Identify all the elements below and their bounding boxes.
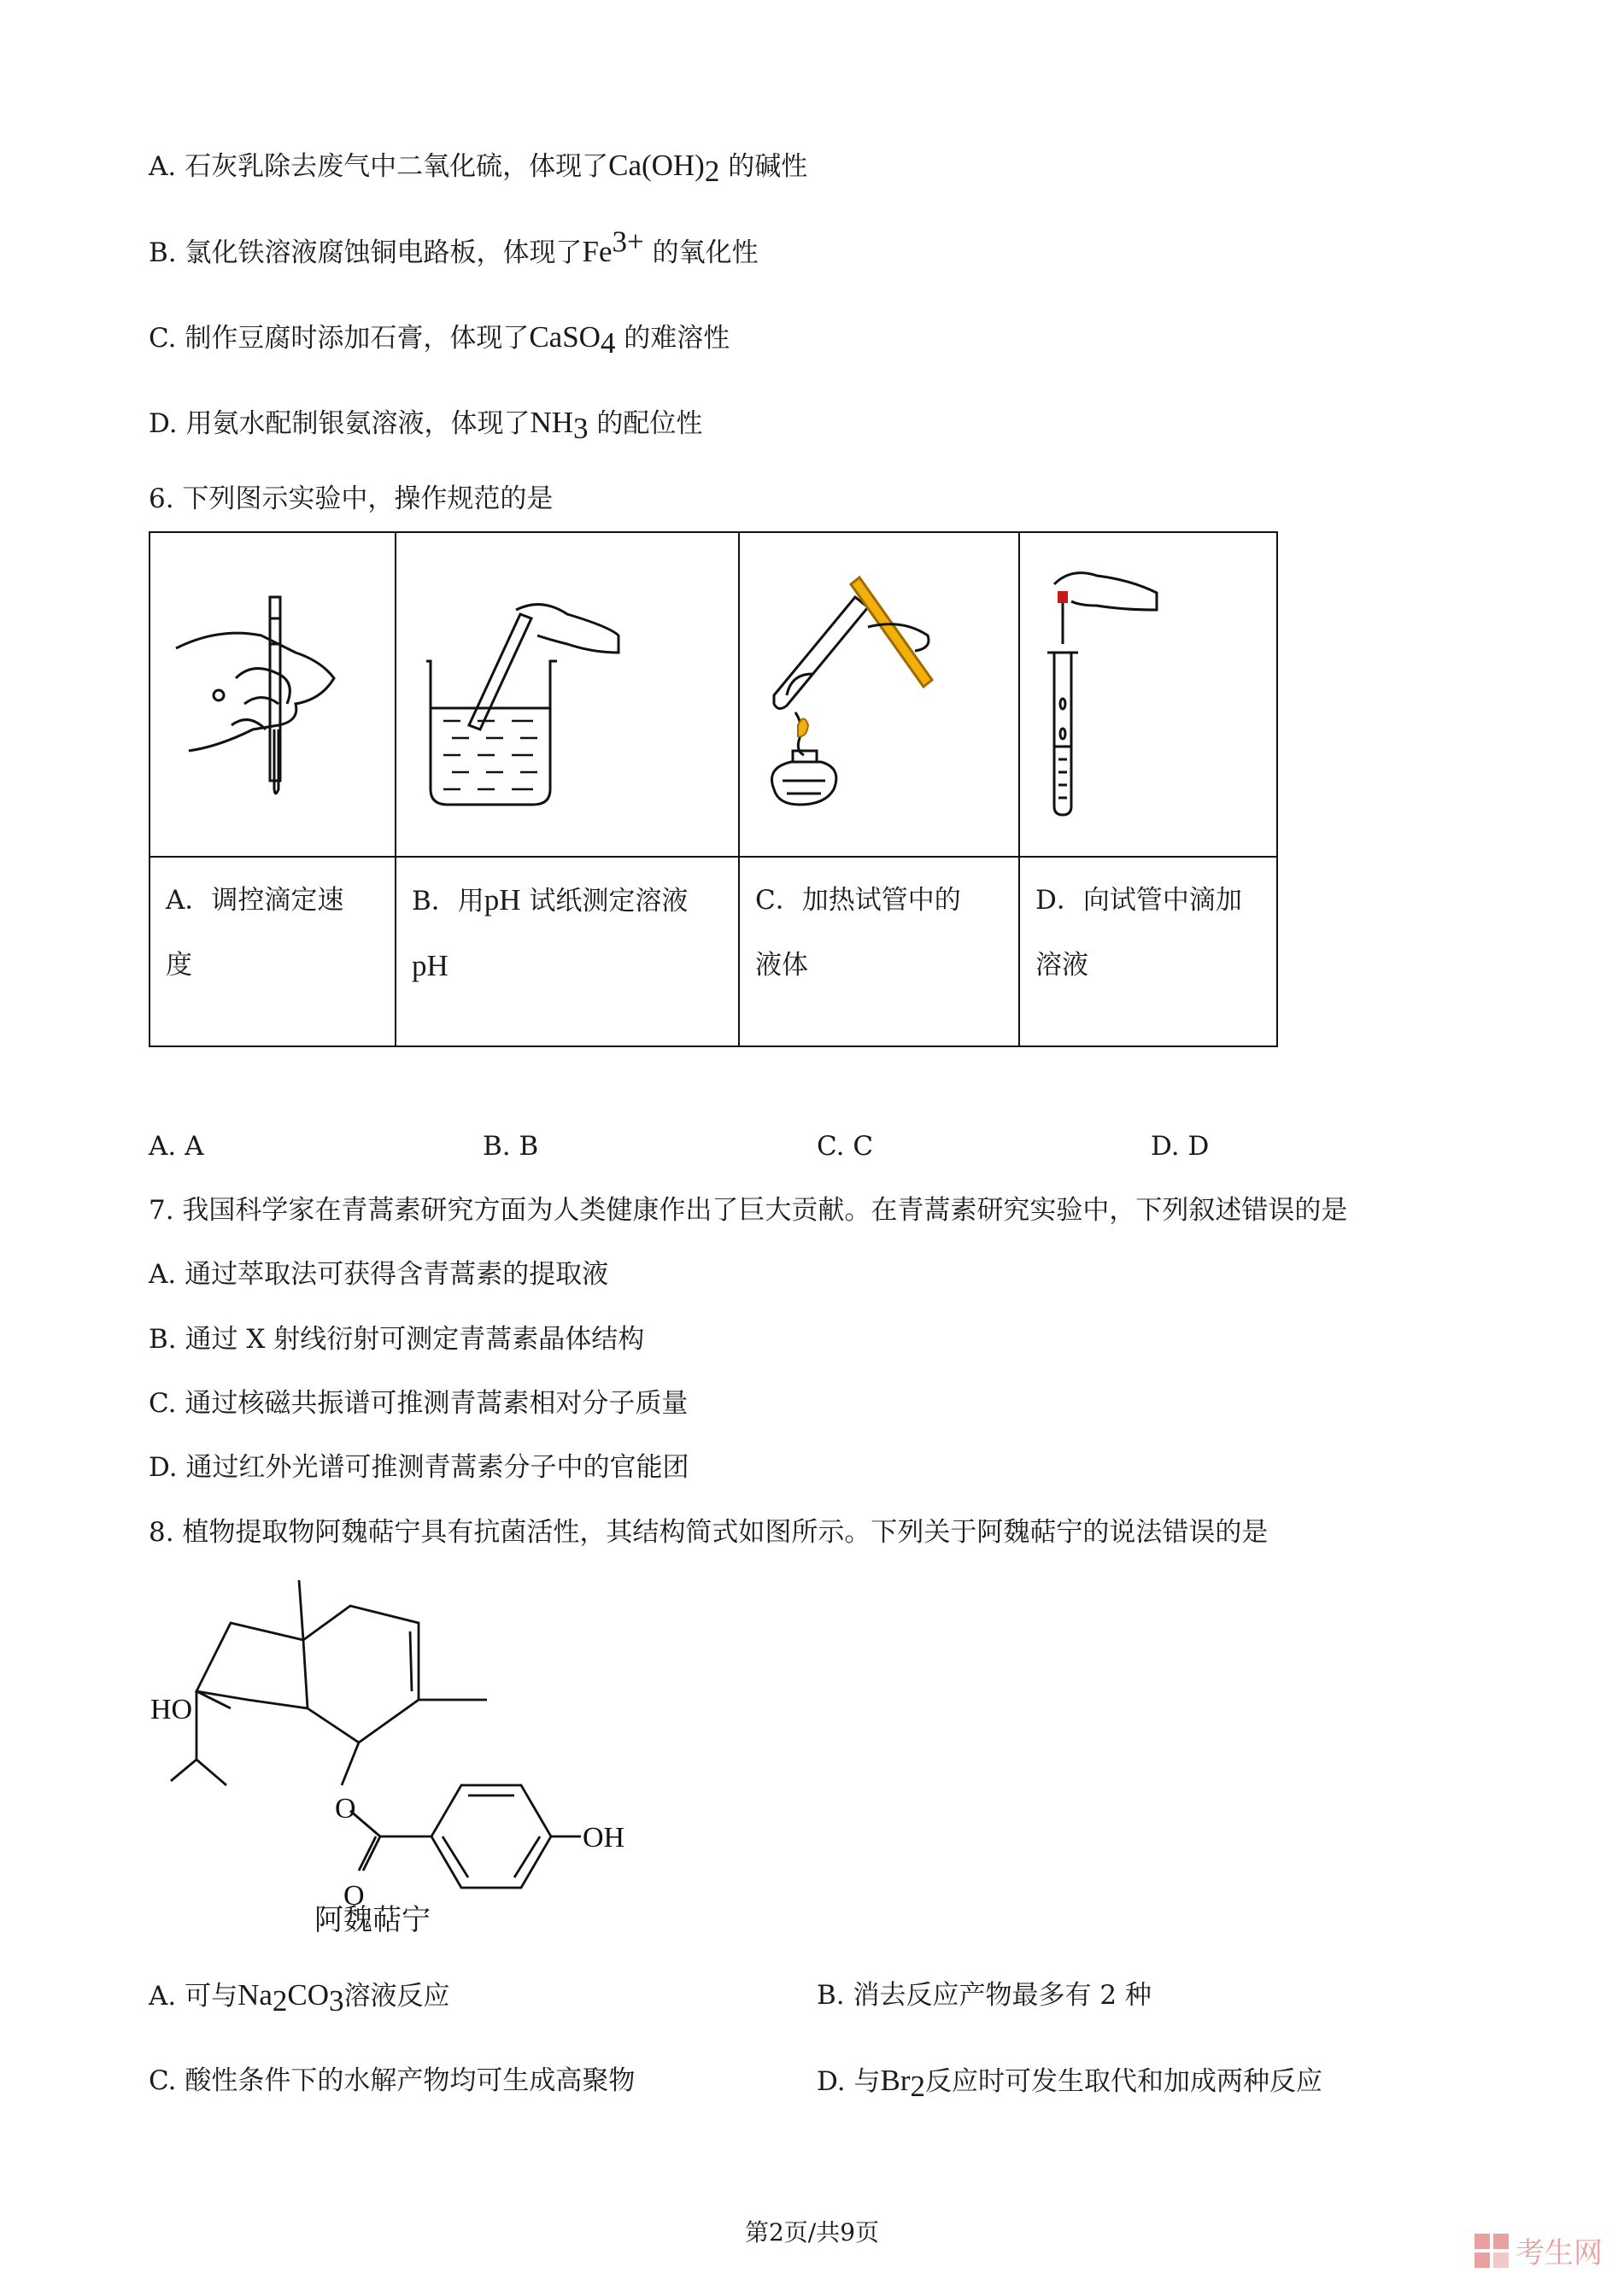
q6-experiment-table — [149, 531, 1278, 1047]
q8-option-a: A. 可与$Na_2CO_3$溶液反应 — [149, 1978, 450, 2018]
q6-stem: 6. 下列图示实验中，操作规范的是 — [149, 483, 554, 514]
q5-option-d: D. 用氨水配制银氨溶液，体现了$NH_3$ 的配位性 — [149, 406, 703, 446]
label-o-ester: O — [335, 1793, 356, 1824]
image-titration — [150, 532, 396, 857]
label-ho: HO — [150, 1694, 193, 1725]
caption-b: B．用pH 试纸测定溶液 pH — [396, 857, 739, 1046]
image-heating-tube — [739, 532, 1019, 857]
q6-option-a: A. A — [149, 1131, 204, 1162]
q5-option-c: C. 制作豆腐时添加石膏，体现了CaSO$_4$ 的难溶性 — [149, 320, 730, 360]
label-oh: OH — [583, 1822, 625, 1854]
q7-option-a: A. 通过萃取法可获得含青蒿素的提取液 — [149, 1259, 609, 1290]
q8-option-b: B. 消去反应产物最多有 2 种 — [817, 1980, 1152, 2011]
q8-option-d: D. 与$Br_2$反应时可发生取代和加成两种反应 — [817, 2064, 1322, 2104]
q8-option-c: C. 酸性条件下的水解产物均可生成高聚物 — [149, 2065, 636, 2096]
image-ph-test — [396, 532, 739, 857]
q5-option-b: B. 氯化铁溶液腐蚀铜电路板，体现了$Fe^{3+}$ 的氧化性 — [149, 225, 759, 268]
watermark-logo — [1471, 2225, 1616, 2285]
q8-stem: 8. 植物提取物阿魏萜宁具有抗菌活性，其结构简式如图所示。下列关于阿魏萜宁的说法错误的是 — [149, 1517, 1269, 1548]
q6-option-d: D. D — [1151, 1131, 1210, 1162]
q7-stem: 7. 我国科学家在青蒿素研究方面为人类健康作出了巨大贡献。在青蒿素研究实验中，下列叙述错误的是 — [149, 1195, 1348, 1226]
caption-d: D．向试管中滴加 溶液 — [1019, 857, 1277, 1046]
q7-option-c: C. 通过核磁共振谱可推测青蒿素相对分子质量 — [149, 1388, 689, 1419]
image-dropping-liquid — [1019, 532, 1277, 857]
q6-option-b: B. B — [483, 1131, 539, 1162]
structure-formula — [145, 1572, 658, 1939]
caption-a: A．调控滴定速 度 — [150, 857, 396, 1046]
q7-option-b: B. 通过 X 射线衍射可测定青蒿素晶体结构 — [149, 1324, 645, 1355]
structure-label: 阿魏萜宁 — [314, 1903, 431, 1937]
label-o-carbonyl: O — [343, 1880, 365, 1912]
svg-text:考生网: 考生网 — [1516, 2236, 1603, 2270]
page-footer: 第2页/共9页 — [744, 2218, 880, 2246]
q6-option-c: C. C — [817, 1131, 874, 1162]
q7-option-d: D. 通过红外光谱可推测青蒿素分子中的官能团 — [149, 1452, 689, 1483]
caption-c: C．加热试管中的 液体 — [739, 857, 1019, 1046]
q5-option-a: A. 石灰乳除去废气中二氧化硫，体现了$Ca(OH)_2$ 的碱性 — [149, 149, 808, 189]
